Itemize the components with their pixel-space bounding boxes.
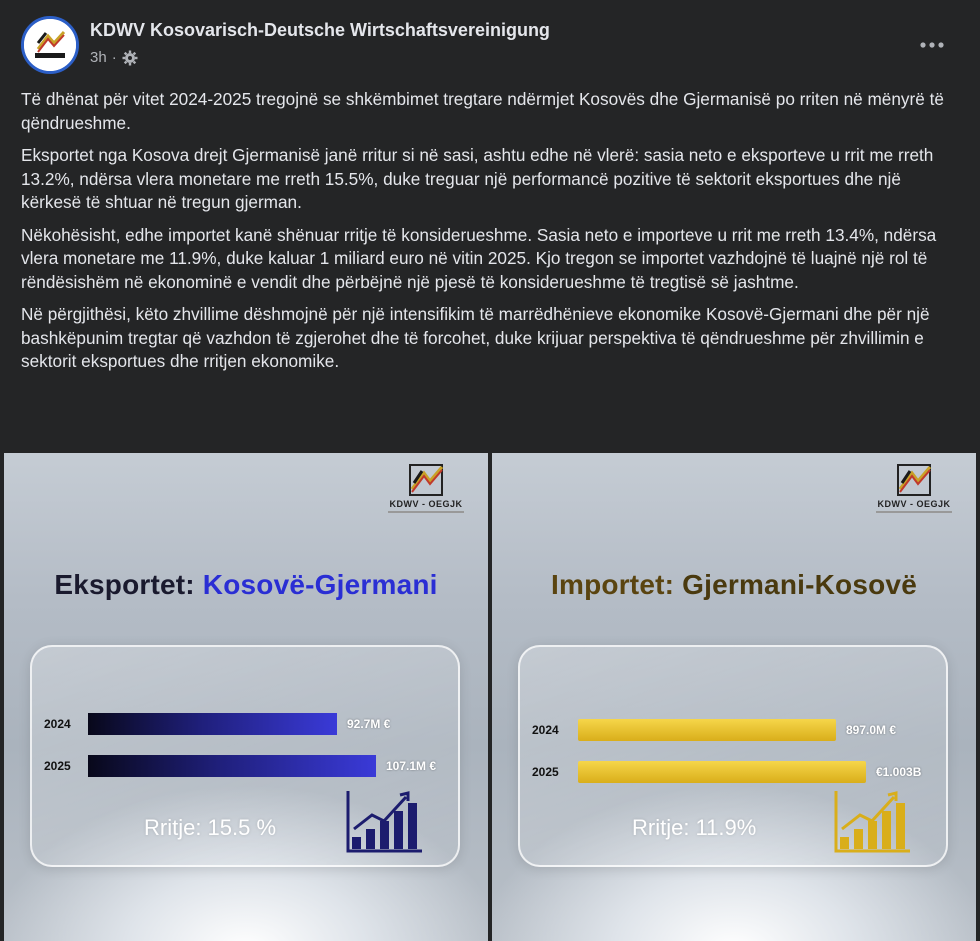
post-header <box>0 0 980 80</box>
exports-card <box>30 645 460 867</box>
logo-text: KDWV - OEGJK <box>389 499 463 509</box>
bar-row-2025 <box>32 755 462 779</box>
bar-2024 <box>88 713 337 735</box>
bar-value-label: 107.1M € <box>386 759 437 773</box>
bar-year-label: 2025 <box>44 759 71 773</box>
title-prefix: Eksportet: <box>54 569 195 600</box>
bar-row-2024 <box>520 719 950 743</box>
post-time[interactable]: 3h <box>90 49 107 66</box>
bar-year-label: 2024 <box>44 717 71 731</box>
title-accent: Gjermani-Kosovë <box>682 569 917 600</box>
kdwv-logo <box>876 463 952 515</box>
more-options-button[interactable] <box>912 28 952 62</box>
imports-card <box>518 645 948 867</box>
imports-title <box>492 569 976 601</box>
bar-2024 <box>578 719 836 741</box>
bar-row-2025 <box>520 761 950 785</box>
more-horizontal-icon <box>920 42 944 48</box>
exports-title <box>4 569 488 601</box>
logo-divider <box>388 511 464 513</box>
bar-value-label: 92.7M € <box>347 717 391 731</box>
bar-value-label: 897.0M € <box>846 723 897 737</box>
post-text <box>21 88 961 383</box>
logo-text: KDWV - OEGJK <box>877 499 951 509</box>
avatar[interactable] <box>21 16 79 74</box>
post-paragraph: Eksportet nga Kosova drejt Gjermanisë janë rritur si në sasi, ashtu edhe në vlerë: sasia neto e eksporteve u rrit me rreth 13.2%, ndërsa vlera monetare me rreth 15.5%, duke treguar një performancë pozitive të sektorit eksportues dhe një kërkesë të shtuar në tregun gjerman. <box>21 145 934 212</box>
bar-value-label: €1.003B <box>876 765 922 779</box>
gear-icon[interactable] <box>122 50 138 66</box>
post-image-imports[interactable] <box>492 453 976 941</box>
kdwv-logo-icon <box>24 19 76 71</box>
bar-2025 <box>578 761 866 783</box>
bar-year-label: 2025 <box>532 765 559 779</box>
post-paragraph: Nëkohësisht, edhe importet kanë shënuar rritje të konsiderueshme. Sasia neto e importeve u rrit me rreth 13.4%, ndërsa vlera monetare me 11.9%, duke kaluar 1 miliard euro në vitin 2025. Kjo tregon se importet vazhdojnë të luajnë një rol të rëndësishëm në ekonominë e vendit dhe përbëjnë një pjesë të konsiderueshme të tregtisë së jashtme. <box>21 224 937 292</box>
kdwv-logo-icon <box>388 463 464 499</box>
bar-row-2024 <box>32 713 462 737</box>
bar-year-label: 2024 <box>532 723 559 737</box>
post-paragraph: Në përgjithësi, këto zhvillime dëshmojnë për një intensifikim të marrëdhënieve ekonomike Kosovë-Gjermani dhe për një bashkëpunim tregtar që vazhdon të zgjerohet dhe të forcohet, duke krijuar perspektiva të qëndrueshme për zhvillimin e sektorit eksportues dhe rritjen ekonomike. <box>21 304 930 371</box>
title-prefix: Importet: <box>551 569 675 600</box>
title-accent: Kosovë-Gjermani <box>202 569 438 600</box>
logo-divider <box>876 511 952 513</box>
growth-label: Rritje: 15.5 % <box>144 815 277 840</box>
post-image-exports[interactable] <box>4 453 488 941</box>
post-meta <box>90 49 138 66</box>
bar-chart-growth-icon <box>344 789 424 853</box>
bar-chart-growth-icon <box>832 789 912 853</box>
kdwv-logo-icon <box>876 463 952 499</box>
meta-separator: · <box>111 49 117 66</box>
post-paragraph: Të dhënat për vitet 2024-2025 tregojnë se shkëmbimet tregtare ndërmjet Kosovës dhe Gjermanisë po rriten në mënyrë të qëndrueshme. <box>21 89 944 133</box>
post-author[interactable]: KDWV Kosovarisch-Deutsche Wirtschaftsvereinigung <box>90 20 550 40</box>
bar-2025 <box>88 755 376 777</box>
growth-label: Rritje: 11.9% <box>632 815 757 840</box>
kdwv-logo <box>388 463 464 515</box>
